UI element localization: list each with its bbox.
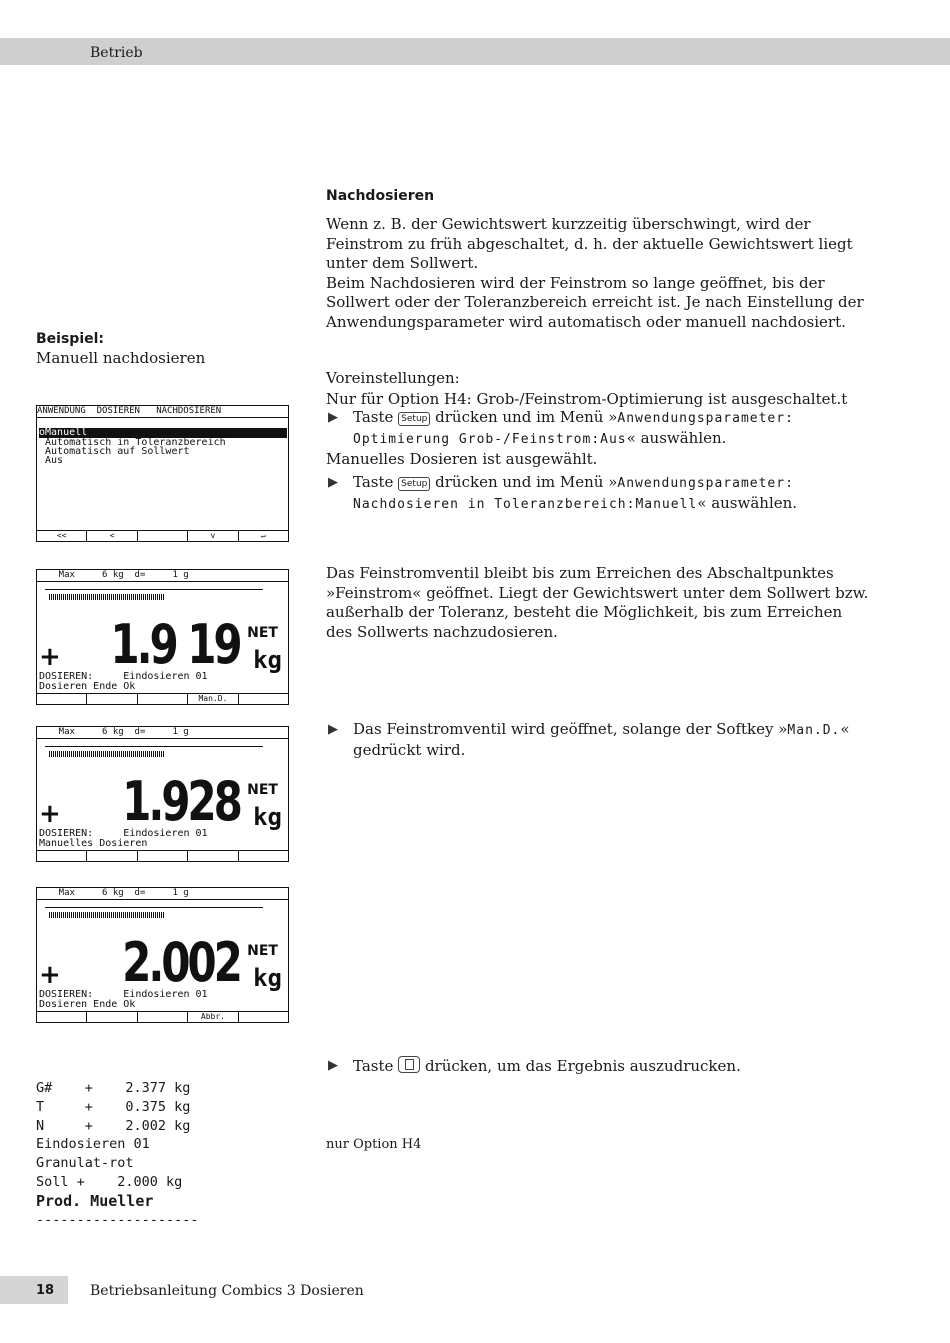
menu-display-header: ANWENDUNG DOSIEREN NACHDOSIEREN (37, 406, 288, 418)
intro-text-1: Wenn z. B. der Gewichtswert kurzzeitig überschwingt, wird der Feinstrom zu früh abgeschaltet, d. h. der aktuelle Gewichtswert liegt unter dem Sollwert. (326, 215, 853, 272)
softkey-row (37, 850, 288, 861)
example-label: Beispiel: (36, 331, 105, 347)
weight-display-3 (36, 887, 289, 1023)
page-number: 18 (36, 1283, 55, 1298)
manual-selected-text: Manuelles Dosieren ist ausgewählt. (326, 450, 598, 468)
printout-line: Granulat-rot (36, 1155, 134, 1171)
display-header: Max 6 kg d= 1 g (37, 888, 288, 900)
display-header: Max 6 kg d= 1 g (37, 727, 288, 739)
progress-bar (49, 594, 165, 600)
status-line-2: Manuelles Dosieren (39, 838, 148, 849)
softkey: << (37, 531, 87, 541)
softkey (138, 851, 188, 861)
example-text: Manuell nachdosieren (36, 349, 206, 367)
menu-item: Aus (39, 455, 64, 466)
softkey (87, 694, 137, 704)
printout-rule: -------------------- (36, 1212, 199, 1228)
unit-label: kg (253, 803, 282, 831)
weight-display-1 (36, 569, 289, 705)
printout-line: T + 0.375 kg (36, 1099, 191, 1115)
unit-label: kg (253, 964, 282, 992)
sign-label: + (39, 799, 61, 829)
setup-key-icon: Setup (398, 477, 430, 491)
footer-title: Betriebsanleitung Combics 3 Dosieren (90, 1283, 364, 1299)
step-arrow-icon: ▶ (328, 1058, 338, 1073)
softkey: < (87, 531, 137, 541)
header-bar (0, 38, 950, 65)
option-note: nur Option H4 (326, 1137, 422, 1152)
step-arrow-icon: ▶ (328, 475, 338, 490)
menu-item-selected: oManuell (39, 428, 287, 438)
softkey (87, 851, 137, 861)
net-label: NET (247, 782, 278, 798)
step-arrow-icon: ▶ (328, 722, 338, 737)
softkey-abbr: Abbr. (188, 1012, 238, 1022)
status-line-1: DOSIEREN: Eindosieren 01 (39, 989, 208, 1000)
menu-item: Automatisch auf Sollwert (39, 446, 190, 457)
printout-line: N + 2.002 kg (36, 1118, 191, 1134)
printout-line: Soll + 2.000 kg (36, 1174, 183, 1190)
status-line-1: DOSIEREN: Eindosieren 01 (39, 828, 208, 839)
softkey (138, 1012, 188, 1022)
step-3: ▶ Das Feinstromventil wird geöffnet, solange der Softkey »Man.D.« gedrückt wird. (328, 720, 850, 759)
softkey (37, 1012, 87, 1022)
valve-paragraph: Das Feinstromventil bleibt bis zum Erreichen des Abschaltpunktes »Feinstrom« geöffnet. Liegt der Gewichtswert unter dem Sollwert bzw. außerhalb der Toleranz, besteht die Möglichkeit, bis zum Erreichen des Sollwerts nachzudosieren. (326, 564, 869, 641)
step-4: ▶ Taste drücken, um das Ergebnis auszudrucken. (328, 1057, 741, 1075)
softkey (138, 531, 188, 541)
softkey (239, 1012, 288, 1022)
weight-value: 1.9 19 (110, 613, 240, 676)
weight-value: 2.002 (122, 931, 240, 994)
section-heading: Nachdosieren (326, 188, 435, 204)
weight-value: 1.928 (122, 770, 240, 833)
sign-label: + (39, 960, 61, 990)
printout-prod: Prod. Mueller (36, 1192, 154, 1210)
softkey: v (188, 531, 238, 541)
setup-key-icon: Setup (398, 412, 430, 426)
softkey (239, 694, 288, 704)
intro-paragraph (326, 215, 871, 332)
softkey-row (37, 1011, 288, 1022)
status-line-1: DOSIEREN: Eindosieren 01 (39, 671, 208, 682)
softkey (87, 1012, 137, 1022)
display-header: Max 6 kg d= 1 g (37, 570, 288, 582)
status-line-2: Dosieren Ende Ok (39, 681, 136, 692)
sign-label: + (39, 642, 61, 672)
step-1: ▶ Taste Setup drücken und im Menü »Anwendungsparameter: Optimierung Grob-/Feinstrom:Aus« auswählen. (328, 408, 794, 447)
print-key-icon (398, 1056, 420, 1073)
softkey-man-d: Man.D. (188, 694, 238, 704)
softkey (37, 694, 87, 704)
menu-item: Automatisch in Toleranzbereich (39, 437, 226, 448)
softkey (37, 851, 87, 861)
weight-display-2 (36, 726, 289, 862)
softkey (188, 851, 238, 861)
printout-line: Eindosieren 01 (36, 1136, 150, 1152)
softkey (239, 851, 288, 861)
step-arrow-icon: ▶ (328, 410, 338, 425)
unit-label: kg (253, 646, 282, 674)
intro-text-2: Beim Nachdosieren wird der Feinstrom so lange geöffnet, bis der Sollwert oder der Toleranzbereich erreicht ist. Je nach Einstellung der Anwendungsparameter wird automatisch oder manuell nachdosiert. (326, 273, 864, 331)
step-2: ▶ Taste Setup drücken und im Menü »Anwendungsparameter: Nachdosieren in Toleranzbereich:Manuell« auswählen. (328, 473, 798, 512)
softkey-row (37, 530, 288, 541)
page-number-box (0, 1276, 68, 1304)
progress-bar (49, 912, 165, 918)
printout-line: G# + 2.377 kg (36, 1080, 191, 1096)
net-label: NET (247, 625, 278, 641)
softkey: ↵ (260, 531, 266, 540)
softkey (138, 694, 188, 704)
presets-note: Nur für Option H4: Grob-/Feinstrom-Optimierung ist ausgeschaltet.t (326, 390, 848, 408)
progress-bar (49, 751, 165, 757)
menu-display (36, 405, 289, 542)
presets-label: Voreinstellungen: (326, 369, 460, 387)
softkey-row (37, 693, 288, 704)
net-label: NET (247, 943, 278, 959)
status-line-2: Dosieren Ende Ok (39, 999, 136, 1010)
section-title: Betrieb (90, 45, 143, 61)
